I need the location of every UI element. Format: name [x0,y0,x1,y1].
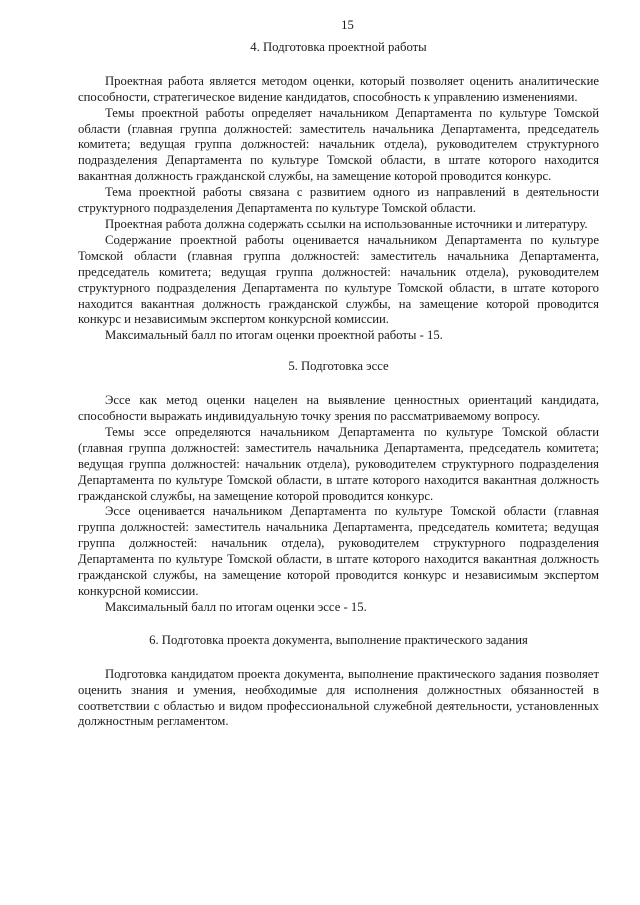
max-score-paragraph: Максимальный балл по итогам оценки проектной работы - 15. [105,328,443,343]
page-number: 15 [341,18,354,32]
paragraph: Подготовка кандидатом проекта документа, выполнение практического задания позволяет оценить знания и умения, необходимые для исполнения должностных обязанностей в соответствии с областью и видом профессиональной служебной деятельности, установленных должностным регламентом. [78,666,599,729]
paragraph: Тема проектной работы связана с развитием одного из направлений в деятельности структурного подразделения Департамента по культуре Томской области. [78,185,599,216]
paragraph: Темы проектной работы определяет начальником Департамента по культуре Томской области (главная группа должностей: заместитель начальника Департамента, председатель комитета; ведущая группа должностей: начальник отдела), руководителем структурного подразделения Департамента по культуре Томской области, в штате которого находится вакантная должность гражданской службы, на замещение которой проводится конкурс. [78,105,599,184]
section-heading-essay: 5. Подготовка эссе [288,359,389,374]
paragraph: Проектная работа является методом оценки, который позволяет оценить аналитические способности, стратегическое видение кандидатов, способность к управлению изменениями. [78,73,599,104]
paragraph: Проектная работа должна содержать ссылки на использованные источники и литературу. [105,216,588,231]
section-heading-project-work: 4. Подготовка проектной работы [250,39,427,54]
max-score-paragraph: Максимальный балл по итогам оценки эссе - 15. [105,599,367,614]
paragraph: Эссе как метод оценки нацелен на выявление ценностных ориентаций кандидата, способности выражать индивидуальную точку зрения по рассматриваемому вопросу. [78,393,599,424]
paragraph: Эссе оценивается начальником Департамента по культуре Томской области (главная группа должностей: заместитель начальника Департамента, председатель комитета; ведущая группа должностей: начальник отдела), руководителем структурного подразделения Департамента по культуре Томской области, в штате которого находится вакантная должность гражданской службы, на замещение которой проводится конкурс и независимым экспертом конкурсной комиссии. [78,504,599,598]
paragraph: Содержание проектной работы оценивается начальником Департамента по культуре Томской области (главная группа должностей: заместитель начальника Департамента, председатель комитета; ведущая группа должностей: начальник отдела), руководителем структурного подразделения Департамента по культуре Томской области, в штате которого находится вакантная должность гражданской службы, на замещение которой проводится конкурс и независимым экспертом конкурсной комиссии. [78,232,599,327]
section-heading-document-task: 6. Подготовка проекта документа, выполнение практического задания [149,632,528,647]
paragraph: Темы эссе определяются начальником Департамента по культуре Томской области (главная группа должностей: заместитель начальника Департамента, председатель комитета; ведущая группа должностей: начальник отдела), руководителем структурного подразделения Департамента по культуре Томской области, в штате которого находится вакантная должность гражданской службы, на замещение которой проводится конкурс. [78,424,599,503]
